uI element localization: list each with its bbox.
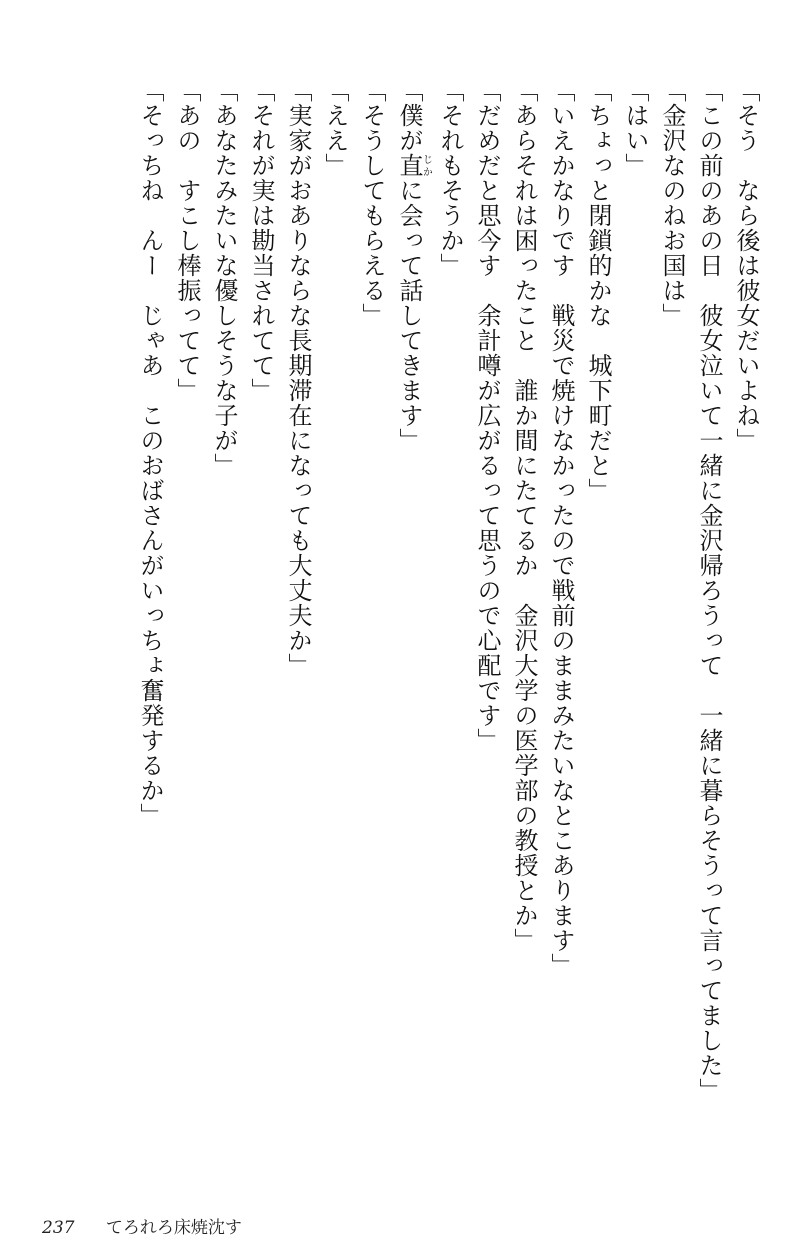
dialogue-line: 「そう なら後は彼女だいよね」 xyxy=(732,78,760,453)
page-number: 237 xyxy=(42,1218,75,1238)
dialogue-line: 「あなたみたいな優しそうな子が」 xyxy=(210,78,238,478)
dialogue-line: 「それが実は勘当されてて」 xyxy=(247,78,275,403)
line-text-before-ruby: 「僕が xyxy=(395,78,423,153)
ruby-annotation xyxy=(395,153,432,178)
page-footer xyxy=(42,1213,242,1238)
dialogue-line: 「そうしてもらえる」 xyxy=(358,78,386,328)
dialogue-line: 「ええ」 xyxy=(321,78,349,178)
vertical-text-body xyxy=(40,78,764,1188)
book-title: てろれろ床焼沈す xyxy=(105,1218,242,1238)
dialogue-line: 「実家がおありならな長期滞在になっても大丈夫か」 xyxy=(284,78,312,678)
line-text-after-ruby: に会って話してきます」 xyxy=(395,178,423,453)
dialogue-line: 「いえかなりです 戦災で焼けなかったので戦前のままみたいなとこあります」 xyxy=(547,78,575,978)
ruby-reading: じか xyxy=(420,153,432,178)
ruby-base: 直 xyxy=(395,153,423,178)
dialogue-line: 「あらそれは困ったこと 誰か間にたてるか 金沢大学の医学部の教授とか」 xyxy=(510,78,538,953)
dialogue-line: 「それもそうか」 xyxy=(436,78,464,278)
dialogue-line: 「金沢なのねお国は」 xyxy=(658,78,686,328)
dialogue-line-with-ruby xyxy=(390,78,431,1188)
dialogue-line: 「あの すこし棒振ってて」 xyxy=(173,78,201,403)
dialogue-line: 「ちょっと閉鎖的かな 城下町だと」 xyxy=(584,78,612,503)
dialogue-line: 「だめだと思今す 余計噂が広がるって思うので心配です」 xyxy=(473,78,501,753)
dialogue-line: 「はい」 xyxy=(621,78,649,178)
dialogue-line: 「そっちね んー じゃあ このおばさんがいっちょ奮発するか」 xyxy=(136,78,164,828)
dialogue-line: 「この前のあの日 彼女泣いて一緒に金沢帰ろうって 一緒に暮らそうって言ってました」 xyxy=(695,78,723,1103)
